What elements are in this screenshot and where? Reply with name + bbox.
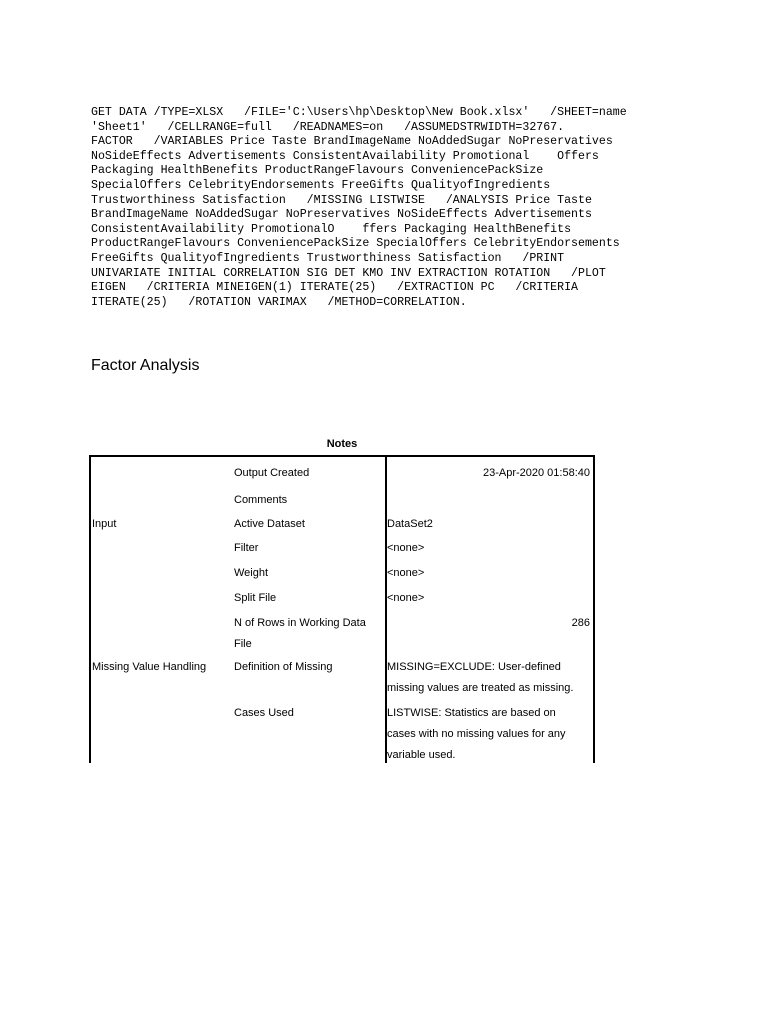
notes-table [89, 455, 595, 763]
syntax-line: GET DATA /TYPE=XLSX /FILE='C:\Users\hp\Desktop\New Book.xlsx' /SHEET=name [91, 106, 627, 119]
notes-table-title: Notes [326, 438, 358, 450]
syntax-line: ITERATE(25) /ROTATION VARIMAX /METHOD=CORRELATION. [91, 295, 467, 309]
syntax-line: FreeGifts QualityofIngredients Trustworthiness Satisfaction /PRINT [91, 251, 565, 265]
syntax-line: Trustworthiness Satisfaction /MISSING LISTWISE /ANALYSIS Price Taste [91, 193, 592, 207]
value-cases-used-cont: cases with no missing values for any [387, 728, 566, 740]
value-split-file: <none> [387, 592, 425, 604]
row-label-output-created: Output Created [234, 467, 310, 479]
row-label-filter: Filter [234, 542, 259, 554]
syntax-line: ProductRangeFlavours ConveniencePackSize SpecialOffers CelebrityEndorsements [91, 237, 620, 251]
group-label-input: Input [92, 518, 117, 530]
table-border-left [89, 457, 91, 763]
table-border-right [593, 457, 595, 763]
value-weight: <none> [387, 567, 425, 579]
row-label-definition-of-missing: Definition of Missing [234, 661, 333, 673]
value-active-dataset: DataSet2 [387, 518, 433, 530]
row-label-n-rows-cont: File [234, 638, 252, 650]
group-label-missing-value-handling: Missing Value Handling [92, 661, 207, 673]
row-label-comments: Comments [234, 494, 288, 506]
syntax-line: FACTOR /VARIABLES Price Taste BrandImageName NoAddedSugar NoPreservatives [91, 135, 613, 149]
section-heading: Factor Analysis [91, 357, 200, 374]
row-label-cases-used: Cases Used [234, 707, 294, 719]
syntax-line: 'Sheet1' /CELLRANGE=full /READNAMES=on /ASSUMEDSTRWIDTH=32767. [91, 120, 565, 134]
row-label-weight: Weight [234, 567, 269, 579]
syntax-block [91, 106, 691, 310]
syntax-line: SpecialOffers CelebrityEndorsements FreeGifts QualityofIngredients [91, 178, 551, 192]
row-label-active-dataset: Active Dataset [234, 518, 305, 530]
value-cases-used-cont-2: variable used. [387, 749, 456, 761]
syntax-line: UNIVARIATE INITIAL CORRELATION SIG DET KMO INV EXTRACTION ROTATION /PLOT [91, 266, 606, 280]
value-filter: <none> [387, 542, 425, 554]
value-n-rows: 286 [571, 617, 590, 629]
value-definition-of-missing: MISSING=EXCLUDE: User-defined [387, 661, 561, 673]
syntax-line: EIGEN /CRITERIA MINEIGEN(1) ITERATE(25) /EXTRACTION PC /CRITERIA [91, 281, 579, 295]
syntax-line: NoSideEffects Advertisements ConsistentAvailability Promotional Offers [91, 149, 599, 163]
row-label-split-file: Split File [234, 592, 277, 604]
value-output-created: 23-Apr-2020 01:58:40 [482, 467, 590, 479]
value-definition-of-missing-cont: missing values are treated as missing. [387, 682, 574, 694]
syntax-line: ConsistentAvailability PromotionalO ffers Packaging HealthBenefits [91, 222, 572, 236]
value-cases-used: LISTWISE: Statistics are based on [387, 707, 556, 719]
syntax-line: BrandImageName NoAddedSugar NoPreservatives NoSideEffects Advertisements [91, 208, 592, 222]
syntax-line: Packaging HealthBenefits ProductRangeFlavours ConveniencePackSize [91, 164, 544, 178]
row-label-n-rows: N of Rows in Working Data [234, 617, 366, 629]
